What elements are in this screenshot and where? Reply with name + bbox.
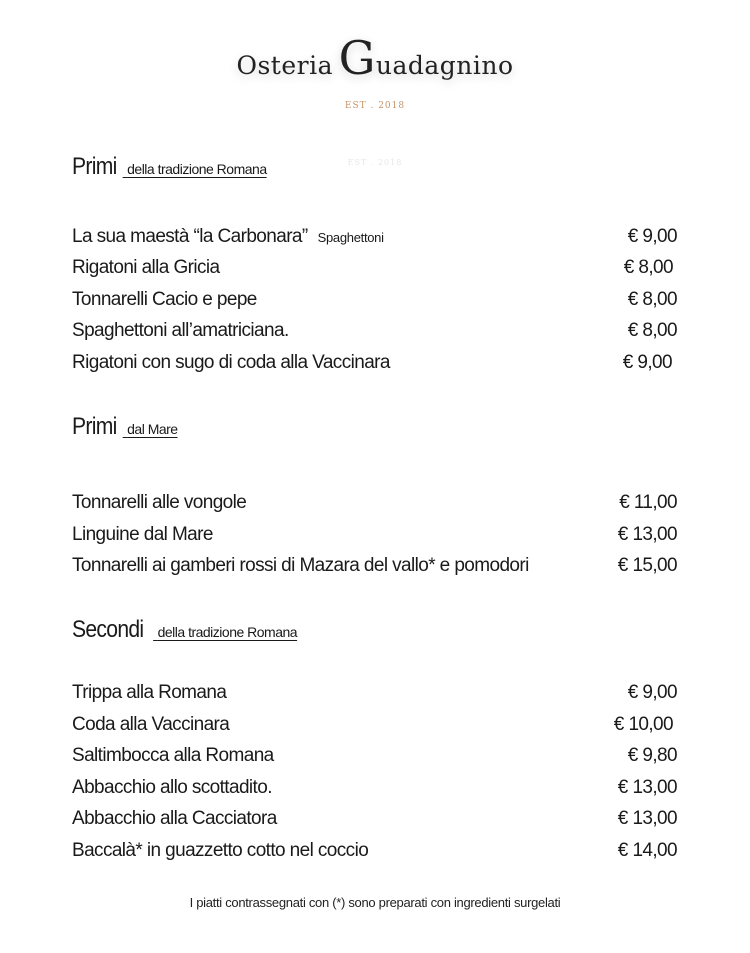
menu-item xyxy=(72,555,677,579)
dish-price: € 11,00 xyxy=(619,492,677,513)
dish-name: Rigatoni con sugo di coda alla Vaccinara xyxy=(72,352,390,373)
menu-item xyxy=(72,808,677,832)
established-year: EST . 2018 xyxy=(344,101,406,111)
section-subtitle: della tradizione Romana xyxy=(127,161,267,177)
dish-price: € 8,00 xyxy=(623,257,673,278)
dish-name: Linguine dal Mare xyxy=(72,524,213,545)
section-title: Primi xyxy=(72,153,117,180)
logo-initial: G xyxy=(338,31,376,85)
menu-item xyxy=(72,682,677,706)
dish-price: € 9,00 xyxy=(627,226,677,247)
menu-item xyxy=(72,745,677,769)
dish-price: € 13,00 xyxy=(617,777,677,798)
dish-name: Tonnarelli alle vongole xyxy=(72,492,247,513)
menu-item xyxy=(72,714,677,738)
section-title-primi-mare xyxy=(72,413,178,441)
dish-price: € 15,00 xyxy=(617,555,677,576)
dish-price: € 9,00 xyxy=(627,682,677,703)
dish-name: Rigatoni alla Gricia xyxy=(72,257,220,278)
dish-price: € 13,00 xyxy=(617,808,677,829)
dish-name: Abbacchio alla Cacciatora xyxy=(72,808,277,829)
dish-name: Tonnarelli ai gamberi rossi di Mazara del vallo* e pomodori xyxy=(72,555,529,576)
dish-name: Coda alla Vaccinara xyxy=(72,714,230,735)
section-title: Primi xyxy=(72,413,117,440)
dish-price: € 8,00 xyxy=(627,320,677,341)
section-subtitle: della tradizione Romana xyxy=(157,624,298,640)
dish-name: Baccalà* in guazzetto cotto nel coccio xyxy=(72,840,369,861)
menu-item xyxy=(72,352,677,376)
frozen-ingredients-footnote: I piatti contrassegnati con (*) sono preparati con ingredienti surgelati xyxy=(189,895,561,910)
established-year-ghost: EST . 2018 xyxy=(347,158,403,167)
dish-price: € 9,80 xyxy=(627,745,677,766)
dish-name: Trippa alla Romana xyxy=(72,682,227,703)
dish-price: € 14,00 xyxy=(617,840,677,861)
dish-name: Spaghettoni all’amatriciana. xyxy=(72,320,289,341)
menu-item xyxy=(72,320,677,344)
dish-name: Saltimbocca alla Romana xyxy=(72,745,274,766)
menu-item xyxy=(72,777,677,801)
menu-item xyxy=(72,840,677,864)
dish-name: Abbacchio allo scottadito. xyxy=(72,777,272,798)
menu-item xyxy=(72,492,677,516)
menu-item xyxy=(72,257,677,281)
section-title: Secondi xyxy=(72,616,144,643)
dish-price: € 10,00 xyxy=(613,714,673,735)
dish-price: € 9,00 xyxy=(622,352,672,373)
logo-word-osteria: Osteria xyxy=(236,51,333,80)
logo-word-rest: uadagnino xyxy=(375,51,514,80)
menu-item xyxy=(72,524,677,548)
dish-note: Spaghettoni xyxy=(317,230,384,245)
menu-item xyxy=(72,289,677,313)
dish-price: € 8,00 xyxy=(627,289,677,310)
dish-price: € 13,00 xyxy=(617,524,677,545)
menu-item xyxy=(72,226,677,250)
section-title-secondi-romana xyxy=(72,616,297,644)
dish-name: La sua maestà “la Carbonara” Spaghettoni xyxy=(72,226,384,247)
section-title-primi-romana xyxy=(72,153,267,181)
dish-name: Tonnarelli Cacio e pepe xyxy=(72,289,257,310)
section-subtitle: dal Mare xyxy=(127,421,178,437)
restaurant-logo xyxy=(0,31,750,85)
